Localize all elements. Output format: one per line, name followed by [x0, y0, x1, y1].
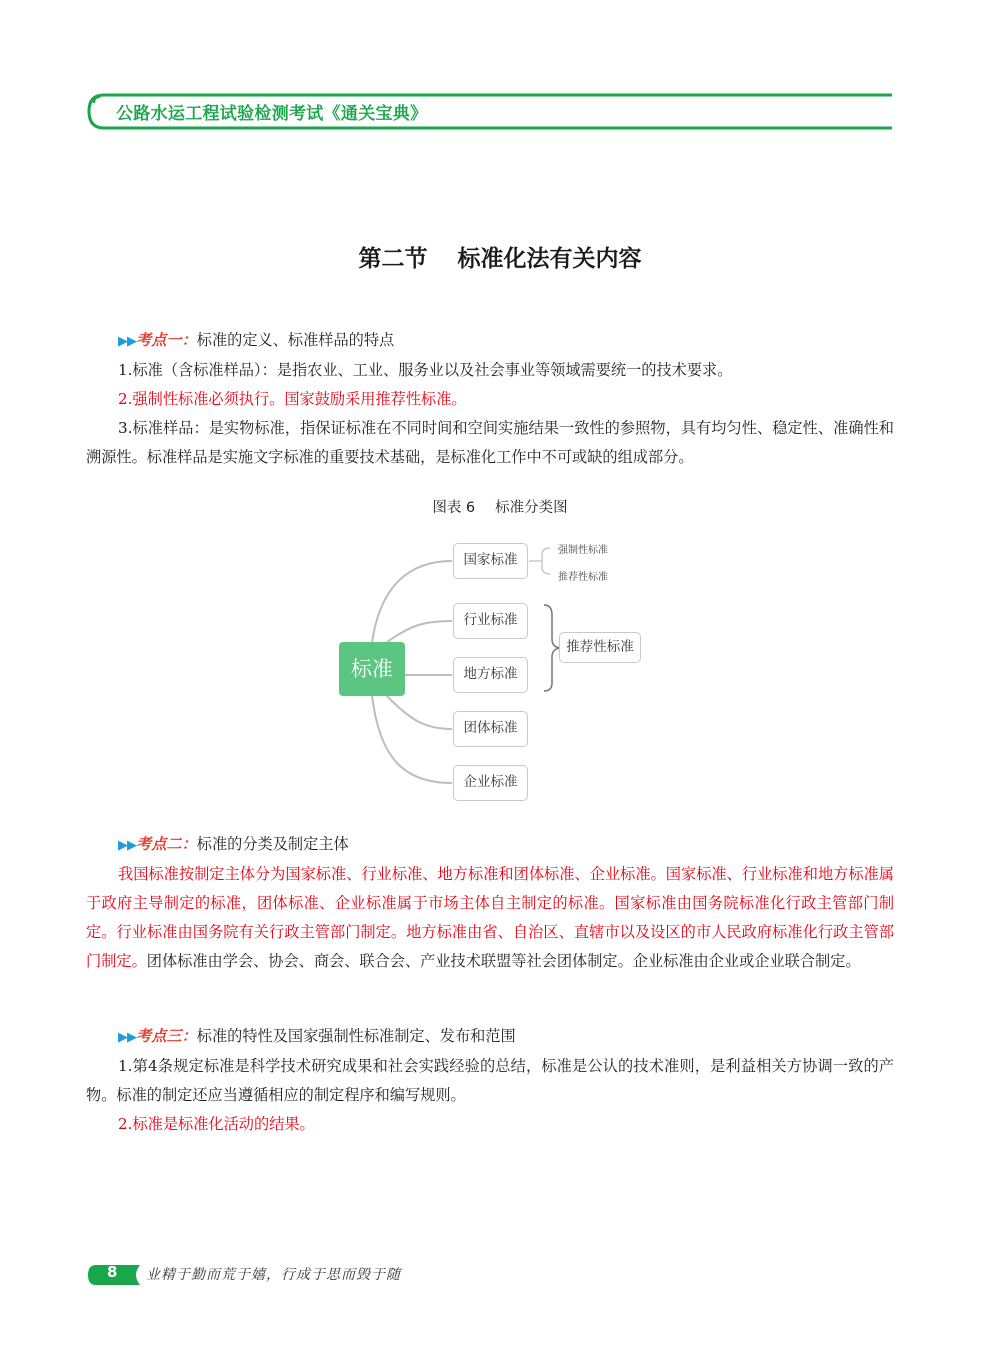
paragraph-highlight: 我国标准按制定主体分为国家标准、行业标准、地方标准和团体标准、企业标准。国家标准、行业标准和地方标准属于政府主导制定的标准，团体标准、企业标准属于市场主体自主制定的标准。国家标准由国务院标准化行政主管部门制定。行业标准由国务院有关行政主管部门制定。地方标准由省、自治区、直辖市以及设区的市人民政府标准化行政主管部门制定。 — [86, 865, 894, 970]
header-title: 公路水运工程试验检测考试《通关宝典》 — [116, 104, 428, 124]
kaodian-2 — [86, 830, 894, 976]
section-title — [0, 240, 1000, 273]
section-number: 第二节 — [358, 245, 428, 272]
node-national-standard: 国家标准 — [453, 543, 528, 579]
node-local-standard: 地方标准 — [453, 657, 528, 693]
page-number: 8 — [107, 1263, 118, 1281]
header-banner — [86, 93, 892, 130]
paragraph — [86, 860, 894, 976]
node-recommended-group: 推荐性标准 — [559, 632, 641, 663]
section-name: 标准化法有关内容 — [457, 245, 642, 272]
paragraph-highlight: 2.标准是标准化活动的结果。 — [118, 1115, 315, 1133]
kaodian-title: 标准的特性及国家强制性标准制定、发布和范围 — [196, 1027, 516, 1045]
node-enterprise-standard: 企业标准 — [453, 765, 528, 801]
figure-number: 图表 6 — [432, 500, 476, 516]
paragraph-text: 团体标准由学会、协会、商会、联合会、产业技术联盟等社会团体制定。企业标准由企业或企业联合制定。 — [146, 952, 861, 970]
figure-title: 标准分类图 — [495, 500, 568, 516]
kaodian-label: 考点二： — [136, 835, 197, 853]
figure-caption — [0, 496, 1000, 517]
kaodian-3 — [86, 1022, 894, 1139]
play-arrows-icon: ▶▶ — [118, 838, 136, 853]
paragraph: 3.标准样品：是实物标准，指保证标准在不同时间和空间实施结果一致性的参照物，具有均匀性、稳定性、准确性和溯源性。标准样品是实施文字标准的重要技术基础，是标准化工作中不可或缺的组成部分。 — [86, 419, 894, 466]
kaodian-label: 考点三： — [136, 1027, 197, 1045]
kaodian-3-heading — [86, 1022, 894, 1052]
label-recommended-standard: 推荐性标准 — [558, 572, 608, 583]
standard-classification-mindmap — [330, 535, 650, 805]
kaodian-title: 标准的分类及制定主体 — [196, 835, 349, 853]
kaodian-2-heading — [86, 830, 894, 860]
kaodian-1 — [86, 326, 894, 472]
paragraph-highlight: 2.强制性标准必须执行。国家鼓励采用推荐性标准。 — [118, 390, 467, 408]
page-footer — [86, 1260, 446, 1290]
play-arrows-icon: ▶▶ — [118, 1030, 136, 1045]
mindmap-root-node: 标准 — [339, 642, 405, 696]
footer-motto: 业精于勤而荒于嬉，行成于思而毁于随 — [146, 1267, 401, 1283]
kaodian-title: 标准的定义、标准样品的特点 — [196, 331, 395, 349]
kaodian-1-heading — [86, 326, 894, 356]
paragraph: 1.标准（含标准样品）：是指农业、工业、服务业以及社会事业等领域需要统一的技术要求。 — [118, 361, 733, 379]
label-mandatory-standard: 强制性标准 — [558, 545, 608, 556]
play-arrows-icon: ▶▶ — [118, 334, 136, 349]
kaodian-label: 考点一： — [136, 331, 197, 349]
paragraph: 1.第4条规定标准是科学技术研究成果和社会实践经验的总结，标准是公认的技术准则，是利益相关方协调一致的产物。标准的制定还应当遵循相应的制定程序和编写规则。 — [86, 1057, 894, 1104]
node-industry-standard: 行业标准 — [453, 603, 528, 639]
node-group-standard: 团体标准 — [453, 711, 528, 747]
